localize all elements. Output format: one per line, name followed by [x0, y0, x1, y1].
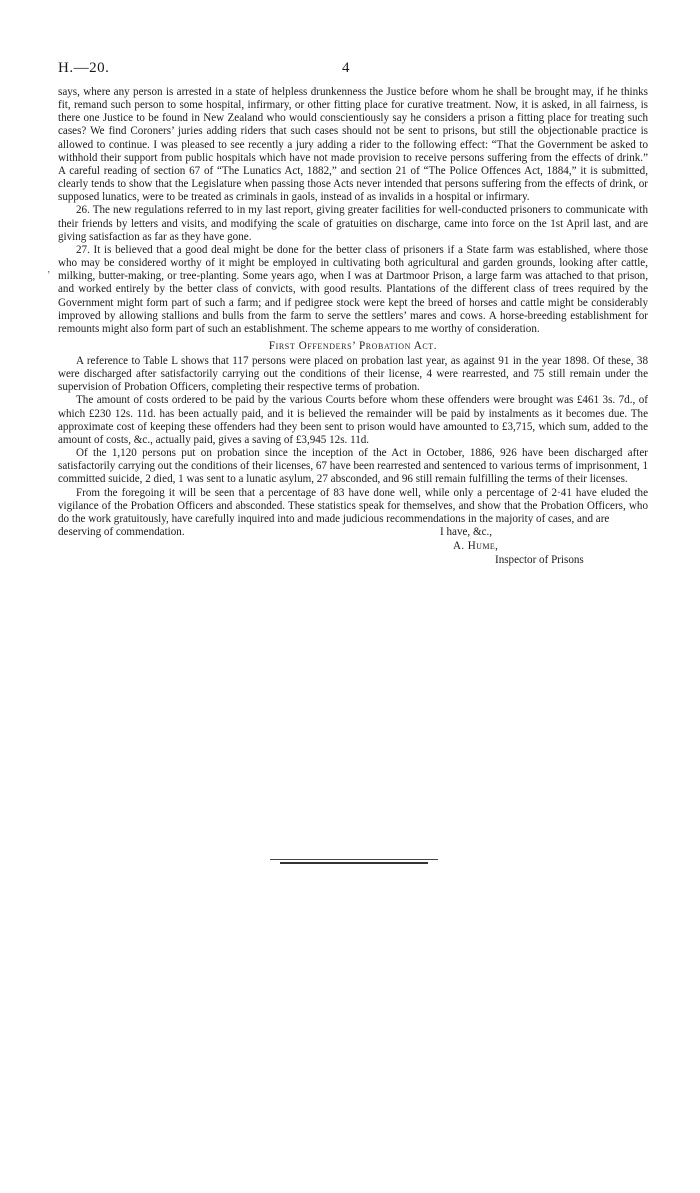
paragraph-26-regulations: 26. The new regulations referred to in my last report, giving greater facilities for well-conducted prisoners to communicate with their friends by letters and visits, and modifying the scale of gratuities on discharge, came into force on the 1st April last, and are giving satisfaction as far as they have gone. — [58, 204, 648, 243]
paragraph-27-state-farm: 27. It is believed that a good deal might be done for the better class of prisoners if a State farm was established, where those who may be considered worthy of it might be employed in cultivating both agricultural and garden grounds, looking after cattle, milking, butter-making, or tree-planting. Some years ago, when I was at Dartmoor Prison, a large farm was attached to that prison, and worked entirely by the better class of convicts, with good results. Plantations of the different class of trees required by the Government might form part of such a farm; and if pedigree stock were kept the breed of horses and cattle might be considerably improved by allowing stallions and bulls from the farm to serve the settlers’ mares and cows. A horse-breeding establishment for remounts might also form part of such an establishment. The scheme appears to me worthy of consideration. — [58, 243, 648, 335]
paragraph-since-inception: Of the 1,120 persons put on probation since the inception of the Act in October, 1886, 926 have been discharged after satisfactorily carrying out the conditions of their licenses, 67 have been rearrested and sentenced to various terms of imprisonment, 1 committed suicide, 2 died, 1 was sent to a lunatic asylum, 27 absconded, and 96 still remain fulfilling the terms of their licenses. — [58, 447, 648, 486]
page-header — [58, 60, 648, 86]
section-heading: First Offenders’ Probation Act. — [268, 339, 438, 352]
signatory-name: A. Hume, — [453, 540, 499, 552]
paragraph-drunkenness: says, where any person is arrested in a state of helpless drunkenness the Justice before whom he shall be brought may, if he thinks fit, remand such person to some hospital, infirmary, or other fitting place for curative treatment. Now, it is asked, in all fairness, is there one Justice to be found in New Zealand who would conscientiously say he considers a prison a fitting place for treating such cases? We find Coroners’ juries adding riders that such cases should not be sent to prisons, but still the objectionable practice is allowed to continue. I was pleased to see recently a jury adding a rider to the following effect: “That the Government be asked to withhold their support from public hospitals which have not made provision to receive persons suffering from the effects of drink.” A careful reading of section 67 of “The Lunatics Act, 1882,” and section 21 of “The Police Offences Act, 1884,” it is submitted, clearly tends to show that the Legislature when passing those Acts never intended that persons suffering from the effects of drink, or supposed lunatics, were to be treated as criminals in gaols, instead of as invalids in a hospital or infirmary. — [58, 86, 648, 204]
signature-block — [453, 540, 648, 567]
closing-line — [58, 526, 648, 540]
paragraph-percentages: From the foregoing it will be seen that a percentage of 83 have done well, while only a percentage of 2·41 have eluded the vigilance of the Probation Officers and absconded. These statistics speak for themselves, and show that the Probation Officers, who do the work gratuitously, have carefully inquired into and made judicious recommendations in the majority of cases, and are — [58, 486, 648, 525]
body-text — [58, 86, 648, 567]
signatory-title: Inspector of Prisons — [495, 553, 584, 566]
footer-rule — [270, 859, 438, 864]
document-page — [58, 60, 648, 567]
footer-rule-line — [270, 859, 438, 860]
closing-last-line: deserving of commendation. — [58, 526, 185, 538]
footer-rule-line — [280, 862, 428, 864]
paragraph-costs: The amount of costs ordered to be paid by the various Courts before whom these offenders were brought was £461 3s. 7d., of which £230 12s. 11d. has been actually paid, and it is believed the remainder will be paid by instalments as it becomes due. The approximate cost of keeping these offenders had they been sent to prison would have amounted to £3,715, which sum, added to the amount of costs, &c., actually paid, gives a saving of £3,945 12s. 11d. — [58, 394, 648, 446]
report-reference: H.—20. — [58, 60, 110, 76]
page-number: 4 — [342, 60, 350, 76]
salutation: I have, &c., — [440, 526, 493, 538]
paragraph-table-l: A reference to Table L shows that 117 persons were placed on probation last year, as against 91 in the year 1898. Of these, 38 were discharged after satisfactorily carrying out the conditions of their license, 4 were rearrested, and 75 still remain under the supervision of Probation Officers, completing their respective terms of probation. — [58, 354, 648, 394]
margin-mark: ‚ — [47, 264, 51, 275]
